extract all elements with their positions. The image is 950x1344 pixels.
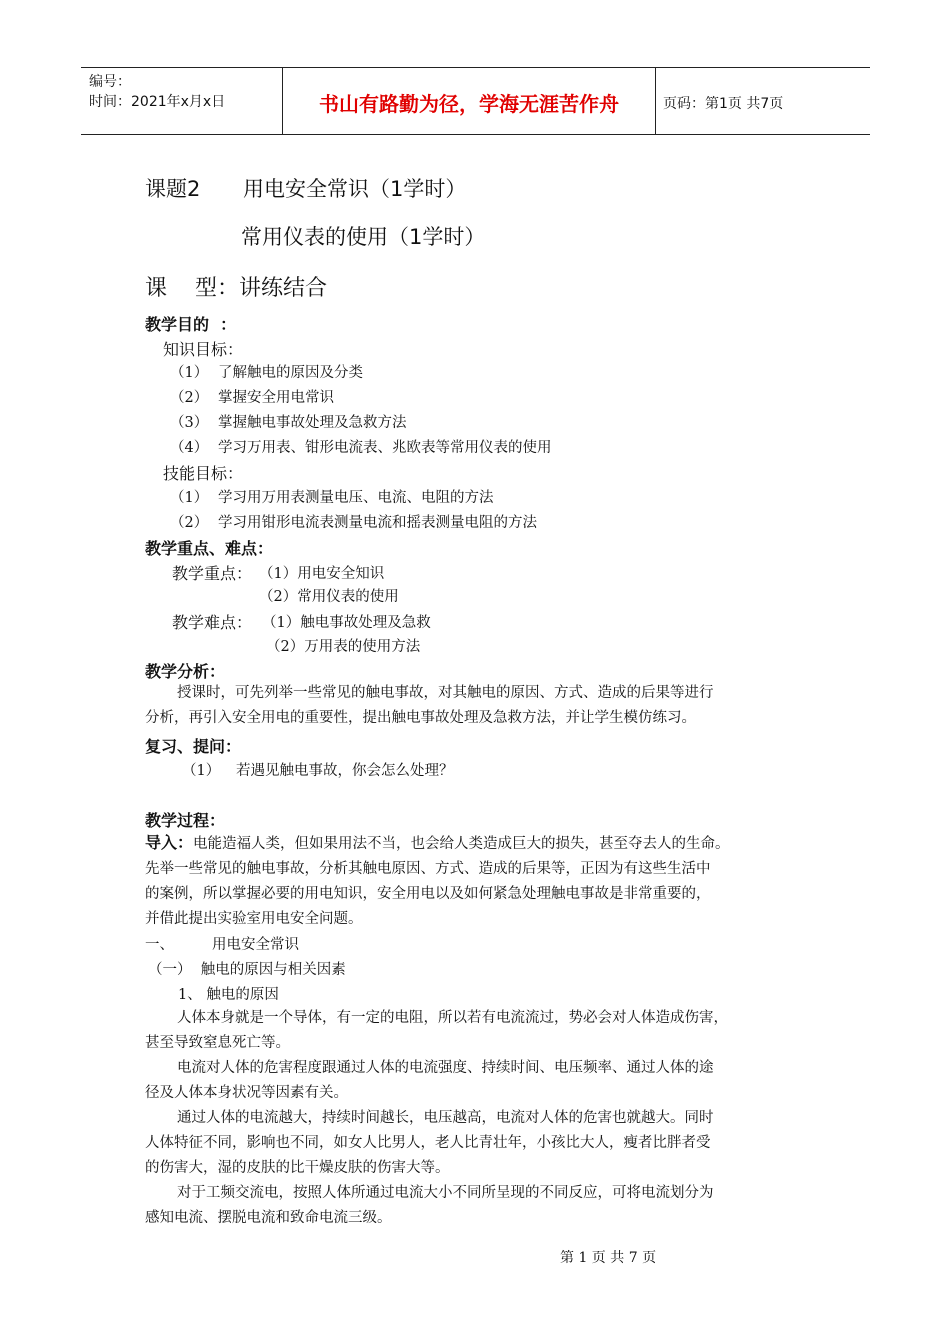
body-line: 的伤害大，湿的皮肤的比干燥皮肤的伤害大等。 <box>145 1160 450 1176</box>
body-line: 人体本身就是一个导体，有一定的电阻，所以若有电流流过，势必会对人体造成伤害， <box>177 1010 728 1026</box>
lesson-number: 课题2 <box>145 177 201 201</box>
header-motto: 书山有路勤为径，学海无涯苦作舟 <box>319 92 619 116</box>
process-heading: 教学过程： <box>145 811 226 830</box>
body-line: 感知电流、摆脱电流和致命电流三级。 <box>145 1210 392 1226</box>
body-line: 对于工频交流电，按照人体所通过电流大小不同所呈现的不同反应，可将电流划分为 <box>177 1185 714 1201</box>
knowledge-item-text: 了解触电的原因及分类 <box>218 365 363 381</box>
analysis-line: 授课时，可先列举一些常见的触电事故，对其触电的原因、方式、造成的后果等进行 <box>177 685 714 701</box>
review-heading: 复习、提问： <box>145 737 242 756</box>
body-paragraph <box>145 1056 810 1106</box>
subsection-title: （一） 触电的原因与相关因素 <box>148 962 346 978</box>
knowledge-heading: 知识目标： <box>163 340 244 359</box>
header-number-label: 编号： <box>89 74 131 90</box>
item-title: 1、 触电的原因 <box>178 987 279 1003</box>
skill-item-text: 学习用万用表测量电压、电流、电阻的方法 <box>218 490 494 506</box>
body-paragraph <box>145 1106 810 1181</box>
lesson-title-1: 用电安全常识（1学时） <box>243 177 467 201</box>
analysis-heading: 教学分析： <box>145 662 226 681</box>
skill-item-num: （1） <box>170 490 209 506</box>
section-number: 一、 <box>145 937 174 953</box>
knowledge-item-text: 掌握安全用电常识 <box>218 390 334 406</box>
body-line: 径及人体本身状况等因素有关。 <box>145 1085 348 1101</box>
intro-line: 先举一些常见的触电事故，分析其触电原因、方式、造成的后果等，正因为有这些生活中 <box>145 861 711 877</box>
key-heading: 教学重点、难点： <box>145 539 274 558</box>
knowledge-item-text: 学习万用表、钳形电流表、兆欧表等常用仪表的使用 <box>218 440 552 456</box>
skill-item-num: （2） <box>170 515 209 531</box>
course-type: 课 型：讲练结合 <box>145 276 327 301</box>
knowledge-item-num: （1） <box>170 365 209 381</box>
skill-heading: 技能目标： <box>163 464 244 483</box>
body-paragraph <box>145 1006 820 1056</box>
difficult-point: （2）万用表的使用方法 <box>266 639 421 655</box>
key-point: （1）用电安全知识 <box>259 566 385 582</box>
body-paragraph <box>145 1181 810 1231</box>
analysis-paragraph <box>145 681 805 731</box>
intro-line: 的案例，所以掌握必要的用电知识，安全用电以及如何紧急处理触电事故是非常重要的， <box>145 886 711 902</box>
knowledge-item-num: （2） <box>170 390 209 406</box>
analysis-line: 分析，再引入安全用电的重要性，提出触电事故处理及急救方法，并让学生模仿练习。 <box>145 710 696 726</box>
knowledge-item-num: （3） <box>170 415 209 431</box>
key-points-label: 教学重点： <box>172 564 253 583</box>
header-bottom-border <box>81 134 870 135</box>
difficult-points-label: 教学难点： <box>172 613 253 632</box>
body-line: 电流对人体的危害程度跟通过人体的电流强度、持续时间、电压频率、通过人体的途 <box>177 1060 714 1076</box>
section-title: 用电安全常识 <box>212 937 299 953</box>
lesson-title-2: 常用仪表的使用（1学时） <box>241 225 486 249</box>
body-line: 人体特征不同，影响也不同，如女人比男人，老人比青壮年，小孩比大人，瘦者比胖者受 <box>145 1135 711 1151</box>
intro-paragraph <box>145 830 823 932</box>
review-item-num: （1） <box>182 763 221 779</box>
page-footer: 第 1 页 共 7 页 <box>560 1250 657 1266</box>
body-line: 甚至导致窒息死亡等。 <box>145 1035 290 1051</box>
header-page-code: 页码：第1页 共7页 <box>663 96 784 112</box>
knowledge-item-text: 掌握触电事故处理及急救方法 <box>218 415 407 431</box>
body-line: 通过人体的电流越大，持续时间越长，电压越高，电流对人体的危害也就越大。同时 <box>177 1110 714 1126</box>
key-point: （2）常用仪表的使用 <box>259 589 399 605</box>
header-time-label: 时间：2021年x月x日 <box>89 94 226 110</box>
difficult-point: （1）触电事故处理及急救 <box>262 615 431 631</box>
header-divider-right <box>655 67 656 135</box>
header-table <box>81 67 870 135</box>
intro-line: 并借此提出实验室用电安全问题。 <box>145 911 363 927</box>
intro-label: 导入： <box>145 833 194 852</box>
goals-heading: 教学目的 ： <box>145 315 237 334</box>
knowledge-item-num: （4） <box>170 440 209 456</box>
skill-item-text: 学习用钳形电流表测量电流和摇表测量电阻的方法 <box>218 515 537 531</box>
review-item-text: 若遇见触电事故，你会怎么处理？ <box>236 763 454 779</box>
intro-line: 电能造福人类，但如果用法不当，也会给人类造成巨大的损失，甚至夺去人的生命。 <box>193 836 730 852</box>
header-top-border <box>81 67 870 68</box>
